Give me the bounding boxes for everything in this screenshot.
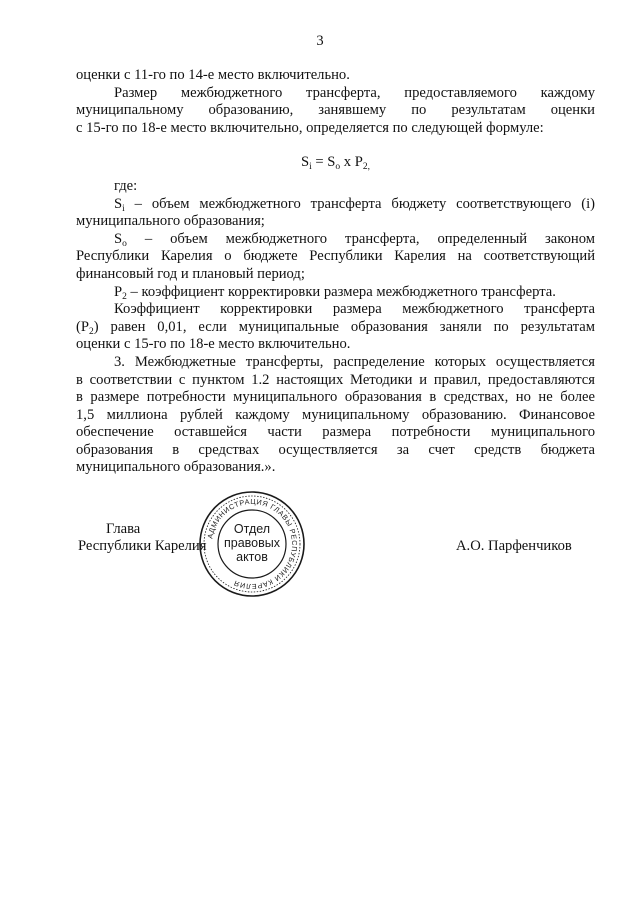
symbol: (P xyxy=(76,318,89,335)
paragraph-line: в размере потребности муниципального образования в средствах, но не более xyxy=(76,389,595,406)
paragraph-line: 1,5 миллиона рублей каждому муниципальному образованию. Финансовое xyxy=(76,406,595,423)
official-stamp xyxy=(197,489,307,599)
paragraph-line: муниципальному образованию, занявшему по результатам оценки xyxy=(76,102,595,119)
formula-subscript: 2, xyxy=(362,162,370,173)
signature-name: А.О. Парфенчиков xyxy=(456,538,572,554)
stamp-center-line: правовых xyxy=(224,536,280,550)
paragraph-text: ) равен 0,01, если муниципальные образования заняли по результатам xyxy=(93,318,595,335)
formula-symbol: х P xyxy=(340,154,363,171)
formula-subscript: o xyxy=(335,162,341,173)
symbol: S xyxy=(114,195,123,212)
page-number: 3 xyxy=(316,33,324,49)
definition-text: – объем межбюджетного трансферта, определенный законом xyxy=(126,230,595,247)
paragraph-line: оценки с 11-го по 14-е место включительно. xyxy=(76,67,350,83)
formula-symbol: = S xyxy=(311,154,336,171)
symbol: S xyxy=(114,230,123,247)
subscript: 2 xyxy=(88,326,94,337)
definition-text: – объем межбюджетного трансферта бюджету соответствующего (i) xyxy=(124,195,595,212)
subscript: o xyxy=(122,238,127,249)
paragraph-line: Коэффициент корректировки размера межбюджетного трансферта xyxy=(114,301,595,318)
definition-so xyxy=(76,231,595,249)
paragraph-line: Размер межбюджетного трансферта, предоставляемого каждому xyxy=(114,84,595,101)
where-label: где: xyxy=(114,177,138,194)
definition-si xyxy=(76,196,595,214)
paragraph-line xyxy=(76,319,595,337)
paragraph-line: обеспечение оставшейся части размера потребности муниципального xyxy=(76,424,595,441)
formula xyxy=(76,154,595,172)
paragraph-line: с 15-го по 18-е место включительно, определяется по следующей формуле: xyxy=(76,119,544,136)
paragraph-line: муниципального образования; xyxy=(76,213,265,230)
paragraph-line: в соответствии с пунктом 1.2 настоящих Методики и правил, предоставляются xyxy=(76,371,595,388)
paragraph-line: 3. Межбюджетные трансферты, распределение которых осуществляется xyxy=(114,353,595,370)
paragraph-line: муниципального образования.». xyxy=(76,459,276,476)
paragraph-line: Республики Карелия о бюджете Республики Карелия на соответствующий xyxy=(76,248,595,265)
subscript: i xyxy=(122,203,125,214)
definition-p2 xyxy=(76,284,595,302)
subscript: 2 xyxy=(122,291,127,302)
signature-title: Глава xyxy=(106,521,141,537)
definition-text: – коэффициент корректировки размера межбюджетного трансферта. xyxy=(126,283,556,300)
paragraph-line: образования в средствах осуществляется за счет средств бюджета xyxy=(76,441,595,458)
signature-organization: Республики Карелия xyxy=(78,538,207,554)
formula-symbol: S xyxy=(300,154,310,171)
stamp-center-line: актов xyxy=(236,550,268,564)
stamp-center-line: Отдел xyxy=(233,522,271,536)
document-body xyxy=(76,67,595,477)
stamp-ring-text: АДМИНИСТРАЦИЯ ГЛАВЫ РЕСПУБЛИКИ КАРЕЛИЯ xyxy=(205,496,300,592)
symbol: P xyxy=(114,283,123,300)
formula-subscript: i xyxy=(309,162,312,173)
stamp-seal-graphic xyxy=(197,489,307,599)
paragraph-line: оценки с 15-го по 18-е место включительно. xyxy=(76,336,351,353)
paragraph-line: финансовый год и плановый период; xyxy=(76,265,305,282)
